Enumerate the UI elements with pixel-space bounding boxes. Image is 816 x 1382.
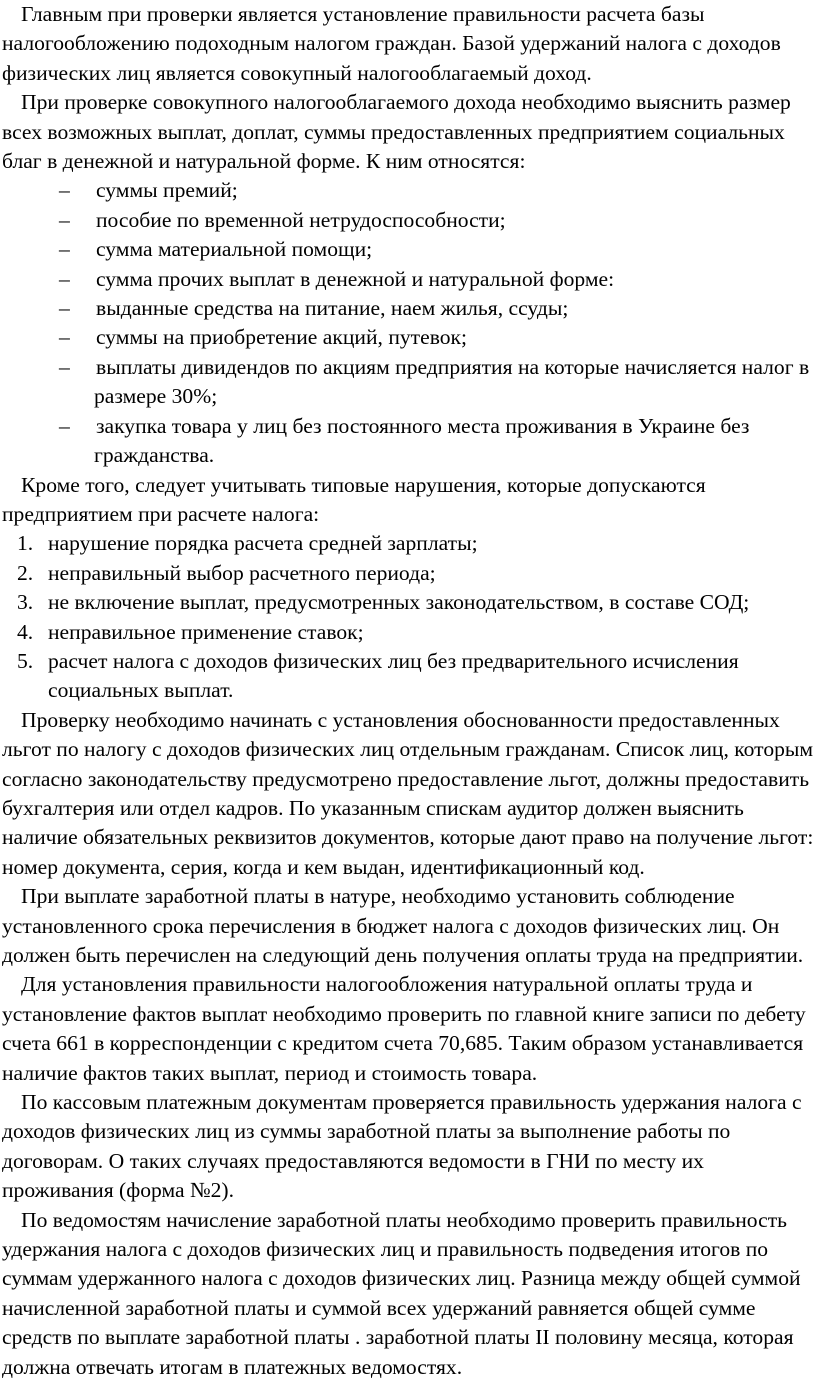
dash-marker: – <box>59 354 70 379</box>
dash-list <box>2 176 814 470</box>
paragraph-intro-2: При проверке совокупного налогооблагаемого дохода необходимо выяснить размер всех возможных выплат, доплат, суммы предоставленных предприятием социальных благ в денежной и натуральной форме. К ним относятся: <box>2 90 791 174</box>
numbered-list <box>2 529 814 705</box>
number-marker: 1. <box>17 531 34 556</box>
number-marker: 4. <box>17 619 34 644</box>
dash-marker: – <box>59 178 70 203</box>
number-marker: 3. <box>17 590 34 615</box>
list-item-text: неправильное применение ставок; <box>48 619 364 644</box>
list-item <box>2 412 814 471</box>
list-item <box>2 353 814 412</box>
dash-marker: – <box>59 207 70 232</box>
dash-marker: – <box>59 296 70 321</box>
list-item <box>2 323 814 352</box>
document-page <box>2 0 814 1382</box>
paragraph-in-kind-payment: При выплате заработной платы в натуре, необходимо установить соблюдение установленного срока перечисления в бюджет налога с доходов физических лиц. Он должен быть перечислен на следующий день получения оплаты труда на предприятии. <box>2 884 804 967</box>
list-item <box>2 529 814 558</box>
dash-marker: – <box>59 266 70 291</box>
list-item-text: нарушение порядка расчета средней зарплаты; <box>48 531 478 556</box>
paragraph-payroll-statements: По ведомостям начисление заработной платы необходимо проверить правильность удержания налога с доходов физических лиц и правильность подведения итогов по суммам удержанного налога с доходов физических лиц. Разница между общей суммой начисленной заработной платы и суммой всех удержаний равняется общей сумме средств по выплате заработной платы . заработной платы II половину месяца, которая должна отвечать итогам в платежных ведомостях. <box>2 1207 801 1379</box>
list-item <box>2 294 814 323</box>
list-item <box>2 235 814 264</box>
list-item-text: суммы на приобретение акций, путевок; <box>96 325 468 350</box>
dash-marker: – <box>59 325 70 350</box>
list-item <box>2 176 814 205</box>
list-item-text: пособие по временной нетрудоспособности; <box>96 207 506 232</box>
paragraph-intro-1: Главным при проверки является установление правильности расчета базы налогообложению подоходным налогом граждан. Базой удержаний налога с доходов физических лиц является совокупный налогооблагаемый доход. <box>2 2 781 85</box>
list-item-text: закупка товара у лиц без постоянного места проживания в Украине без гражданства. <box>94 413 750 468</box>
list-item <box>2 265 814 294</box>
list-item <box>2 206 814 235</box>
list-item-text: суммы премий; <box>96 178 238 203</box>
list-item-text: не включение выплат, предусмотренных законодательством, в составе СОД; <box>48 590 750 615</box>
list-item-text: расчет налога с доходов физических лиц без предварительного исчисления социальных выплат. <box>48 648 739 703</box>
paragraph-ledger-check: Для установления правильности налогообложения натуральной оплаты труда и установление фактов выплат необходимо проверить по главной книге записи по дебету счета 661 в корреспонденции с кредитом счета 70,685. Таким образом устанавливается наличие фактов таких выплат, период и стоимость товара. <box>2 972 806 1085</box>
list-item <box>2 618 814 647</box>
list-item-text: сумма материальной помощи; <box>96 237 373 262</box>
list-item-text: сумма прочих выплат в денежной и натуральной форме: <box>96 266 615 291</box>
number-marker: 2. <box>17 560 34 585</box>
list-item <box>2 588 814 617</box>
list-item <box>2 559 814 588</box>
list-item <box>2 647 814 706</box>
paragraph-violations: Кроме того, следует учитывать типовые нарушения, которые допускаются предприятием при расчете налога: <box>2 472 706 526</box>
list-item-text: выданные средства на питание, наем жилья, ссуды; <box>96 296 569 321</box>
list-item-text: выплаты дивидендов по акциям предприятия на которые начисляется налог в размере 30%; <box>94 354 810 409</box>
paragraph-cash-documents: По кассовым платежным документам проверяется правильность удержания налога с доходов физических лиц из суммы заработной платы за выполнение работы по договорам. О таких случаях предоставляются ведомости в ГНИ по месту их проживания (форма №2). <box>2 1090 802 1203</box>
list-item-text: неправильный выбор расчетного периода; <box>48 560 436 585</box>
paragraph-benefits-check: Проверку необходимо начинать с установления обоснованности предоставленных льгот по налогу с доходов физических лиц отдельным гражданам. Список лиц, которым согласно законодательству предусмотрено предоставление льгот, должны предоставить бухгалтерия или отдел кадров. По указанным спискам аудитор должен выяснить наличие обязательных реквизитов документов, которые дают право на получение льгот: номер документа, серия, когда и кем выдан, идентификационный код. <box>2 707 814 879</box>
number-marker: 5. <box>17 648 34 673</box>
dash-marker: – <box>59 237 70 262</box>
dash-marker: – <box>59 413 70 438</box>
